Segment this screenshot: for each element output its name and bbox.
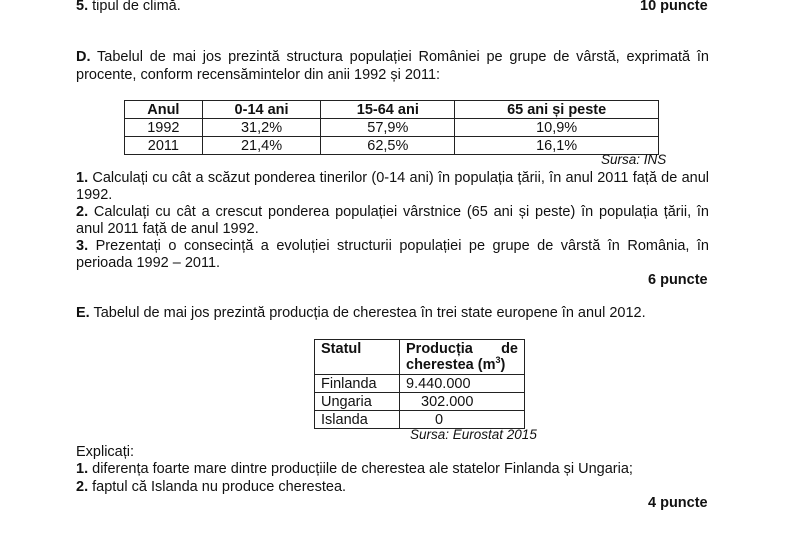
question-number: 2. bbox=[76, 479, 89, 495]
table-row bbox=[315, 393, 525, 411]
column-header: 15-64 ani bbox=[321, 101, 455, 119]
table-cell: 57,9% bbox=[321, 119, 455, 137]
question-3-line2: perioada 1992 – 2011. bbox=[76, 255, 221, 271]
question-number: 1. bbox=[76, 461, 89, 477]
column-header: 0-14 ani bbox=[202, 101, 321, 119]
question-number: 2. bbox=[76, 204, 89, 220]
column-header bbox=[400, 340, 525, 375]
table-cell: 1992 bbox=[125, 119, 203, 137]
section-letter: E. bbox=[76, 305, 90, 321]
question-2-line2: anul 2011 față de anul 1992. bbox=[76, 221, 259, 237]
table-source: Sursa: Eurostat 2015 bbox=[410, 427, 537, 442]
section-d-intro-line2: procente, conform recensămintelor din anii 1992 și 2011: bbox=[76, 67, 441, 83]
question-text: Prezentați o consecință a evoluției structurii populației pe grupe de vârstă în România, în bbox=[95, 238, 710, 254]
table-cell: 0 bbox=[400, 411, 525, 429]
table-cell: 21,4% bbox=[202, 137, 321, 155]
table-cell: Finlanda bbox=[315, 375, 400, 393]
question-1-line1 bbox=[76, 169, 709, 187]
question-3-line1 bbox=[76, 237, 709, 255]
table-row bbox=[125, 119, 659, 137]
table-header-row bbox=[315, 340, 525, 375]
table-cell: 2011 bbox=[125, 137, 203, 155]
points-label: 4 puncte bbox=[648, 495, 708, 511]
table-source: Sursa: INS bbox=[601, 152, 667, 167]
header-line: Producția de bbox=[406, 341, 518, 357]
table-cell: 9.440.000 bbox=[400, 375, 525, 393]
question-2-line1 bbox=[76, 203, 709, 221]
section-e-intro bbox=[76, 304, 709, 322]
question-1-line2: 1992. bbox=[76, 187, 113, 203]
question-number: 3. bbox=[76, 238, 89, 254]
table-cell: Islanda bbox=[315, 411, 400, 429]
question-text: faptul că Islanda nu produce cherestea. bbox=[92, 479, 347, 495]
points-label: 10 puncte bbox=[640, 0, 708, 14]
column-header: Statul bbox=[315, 340, 400, 375]
header-line: cherestea $(m^3)$ bbox=[406, 355, 506, 373]
item-text: tipul de climă. bbox=[92, 0, 181, 14]
section-letter: D. bbox=[76, 49, 91, 65]
table-cell: 302.000 bbox=[400, 393, 525, 411]
question-text: diferența foarte mare dintre producțiile de cherestea ale statelor Finlanda și Ungaria; bbox=[92, 461, 633, 477]
intro-text: Tabelul de mai jos prezintă structura populației României pe grupe de vârstă, exprimată în bbox=[97, 49, 709, 65]
table-row bbox=[315, 375, 525, 393]
table-cell: 10,9% bbox=[455, 119, 659, 137]
column-header: 65 ani și peste bbox=[455, 101, 659, 119]
table-cell: 16,1% bbox=[455, 137, 659, 155]
intro-text: Tabelul de mai jos prezintă producția de cherestea în trei state europene în anul 2012. bbox=[93, 305, 646, 321]
explain-item-2 bbox=[76, 478, 709, 496]
lumber-production-table bbox=[314, 339, 525, 429]
question-text: Calculați cu cât a crescut ponderea populației vârstnice (65 ani și peste) în populația țării, în bbox=[93, 204, 709, 220]
explain-label: Explicați: bbox=[76, 444, 135, 460]
item-number: 5. bbox=[76, 0, 89, 14]
table-row bbox=[315, 411, 525, 429]
question-text: Calculați cu cât a scăzut ponderea tinerilor (0-14 ani) în populația țării, în anul 2011 față de anul bbox=[92, 170, 709, 186]
points-label: 6 puncte bbox=[648, 272, 708, 288]
column-header: Anul bbox=[125, 101, 203, 119]
table-row bbox=[125, 137, 659, 155]
table-cell: 31,2% bbox=[202, 119, 321, 137]
table-header-row bbox=[125, 101, 659, 119]
population-structure-table bbox=[124, 100, 659, 155]
table-cell: 62,5% bbox=[321, 137, 455, 155]
section-d-intro-line1 bbox=[76, 48, 709, 66]
table-cell: Ungaria bbox=[315, 393, 400, 411]
prev-item-line bbox=[76, 0, 709, 15]
question-number: 1. bbox=[76, 170, 89, 186]
explain-item-1 bbox=[76, 460, 709, 478]
